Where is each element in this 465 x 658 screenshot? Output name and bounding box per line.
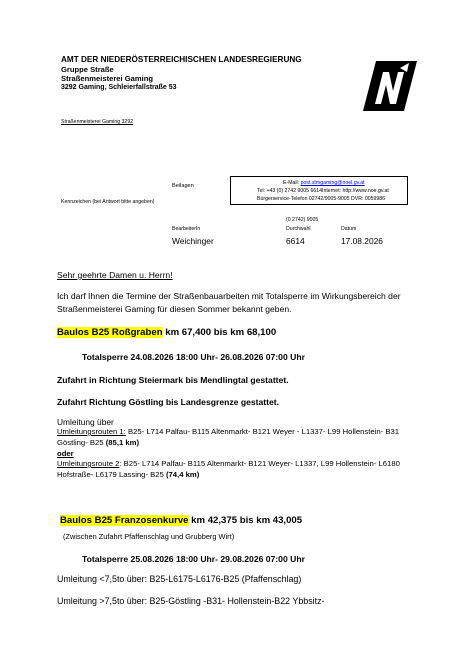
office-address: 3292 Gaming, Schleierfallstraße 53 bbox=[61, 84, 177, 91]
section1-zufahrt-goestling: Zufahrt Richtung Göstling bis Landesgrenze gestattet. bbox=[57, 397, 280, 407]
department-name: Gruppe Straße bbox=[61, 65, 114, 74]
section2-umleitung-lt75: Umleitung <7,5to über: B25-L6175-L6176-B25 (Pfaffenschlag) bbox=[57, 574, 302, 584]
kennzeichen-label: Kennzeichen (bei Antwort bitte angeben) bbox=[61, 199, 155, 205]
section2-title bbox=[60, 515, 302, 527]
email-link[interactable]: post.stmgaming@noel.gv.at bbox=[300, 180, 365, 186]
service-line: Bürgerservice-Telefon 02742/9005-9005 DVR: 0059986 bbox=[257, 196, 386, 202]
bearbeiterin-label: BearbeiterIn bbox=[172, 226, 201, 232]
route1 bbox=[57, 427, 417, 448]
section2-subtitle: (Zwischen Zufahrt Pfaffenschlag und Grubberg Wirt) bbox=[63, 532, 235, 541]
section2-umleitung-gt75: Umleitung >7,5to über: B25-Göstling -B31- Hollenstein-B22 Ybbsitz- bbox=[57, 596, 325, 606]
umleitung-ueber: Umleitung über bbox=[57, 417, 114, 427]
section1-totalsperre: Totalsperre 24.08.2026 18:00 Uhr- 26.08.2026 07:00 Uhr bbox=[82, 352, 305, 362]
section1-zufahrt-steiermark: Zufahrt in Richtung Steiermark bis Mendlingtal gestattet. bbox=[57, 375, 289, 385]
section2-totalsperre: Totalsperre 25.08.2026 18:00 Uhr- 29.08.2026 07:00 Uhr bbox=[82, 554, 305, 564]
authority-name: AMT DER NIEDERÖSTERREICHISCHEN LANDESREGIERUNG bbox=[61, 55, 302, 64]
area-code: (0 2742) 9005 bbox=[286, 217, 319, 223]
intro-paragraph: Ich darf Ihnen die Termine der Straßenbauarbeiten mit Totalsperre im Wirkungsbereich der Straßenmeisterei Gaming für diesen Sommer bekannt geben. bbox=[57, 291, 401, 314]
route1-label: Umleitungsrouten 1: bbox=[57, 427, 126, 436]
route2 bbox=[57, 459, 417, 480]
beilagen-label: Beilagen bbox=[172, 183, 194, 189]
datum-value: 17.08.2026 bbox=[341, 236, 383, 246]
tel-line: Tel: +43 (0) 2742 9005 6614Internet: http://www.noe.gv.at bbox=[257, 188, 389, 194]
email-label: E-Mail: bbox=[283, 180, 300, 186]
greeting: Sehr geehrte Damen u. Herrn! bbox=[57, 270, 173, 280]
oder-label: oder bbox=[57, 449, 74, 458]
sender-return-line: Straßenmeisterei Gaming 3292 bbox=[61, 119, 134, 125]
email-line bbox=[283, 180, 365, 186]
route2-text: : B25- L714 Palfau- B115 Altenmarkt- B121 Weyer- L1337, L99 Hollenstein- L6180 Hofstraße- L6179 Lassing- B25 bbox=[57, 459, 400, 479]
noe-logo bbox=[362, 58, 418, 114]
section2-title-highlight: Baulos B25 Franzosenkurve bbox=[60, 515, 189, 526]
bearbeiterin-value: Weichinger bbox=[172, 236, 214, 246]
route1-text: B25- L714 Palfau- B115 Altenmarkt- B121 Weyer - L1337- L99 Hollenstein- B31 Göstling- B25 bbox=[57, 427, 400, 447]
office-name: Straßenmeisterei Gaming bbox=[61, 74, 154, 83]
durchwahl-label: Durchwahl bbox=[286, 226, 311, 232]
section2-title-km: km 42,375 bis km 43,005 bbox=[188, 515, 303, 526]
route2-label: Umleitungsroute 2 bbox=[57, 459, 120, 468]
section1-title-km: km 67,400 bis km 68,100 bbox=[162, 327, 277, 338]
section1-title bbox=[57, 327, 276, 339]
route2-km: (74,4 km) bbox=[165, 469, 200, 479]
durchwahl-value: 6614 bbox=[286, 236, 305, 246]
datum-label: Datum bbox=[341, 226, 357, 232]
section1-title-highlight: Baulos B25 Roßgraben bbox=[57, 327, 163, 338]
route1-km: (85,1 km) bbox=[105, 437, 140, 447]
